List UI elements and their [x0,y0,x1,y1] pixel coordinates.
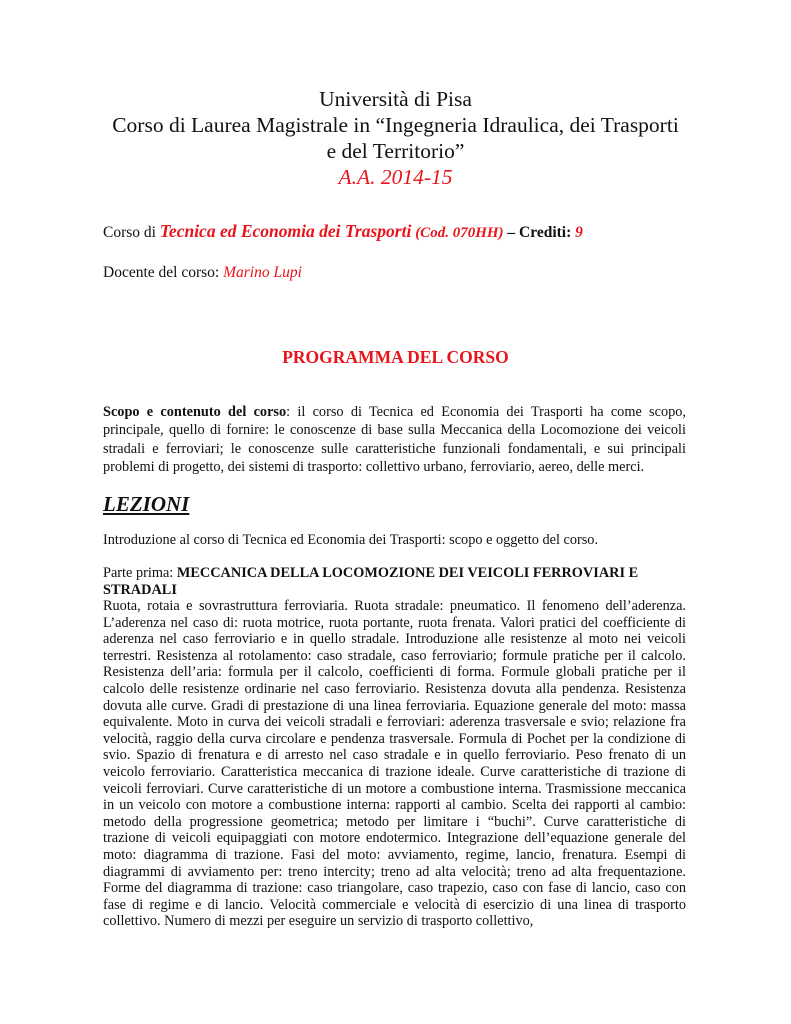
course-code: (Cod. 070HH) [415,225,504,241]
part-one-title: MECCANICA DELLA LOCOMOZIONE DEI VEICOLI FERROVIARI E STRADALI [103,565,639,598]
course-dash: – [503,224,520,241]
part-one-body: Ruota, rotaia e sovrastruttura ferroviaria. Ruota stradale: pneumatico. Il fenomeno dell’aderenza. L’aderenza nel caso di: ruota motrice, ruota portante, ruota frenata. Valori pratici del coefficiente di aderenza nel caso ferroviario e in quello stradale. Introduzione alle resistenze al moto nei veicoli terrestri. Resistenza al rotolamento: caso stradale, caso ferroviario; formule pratiche per il calcolo. Resistenza dell’aria: formula per il calcolo, coefficienti di forma. Formule globali pratiche per il calcolo delle resistenze ordinarie nel caso ferroviario. Resistenza dovuta alla pendenza. Resistenza dovuta alle curve. Gradi di prestazione di una linea ferroviaria. Equazione generale del moto: massa equivalente. Moto in curva dei veicoli stradali e ferroviari: aderenza trasversale e svio; relazione fra velocità, raggio della curva circolare e pendenza trasversale. Formula di Pochet per la condizione di svio. Spazio di frenatura e di arresto nel caso stradale e in quello ferroviario. Peso frenato di un veicolo ferroviario. Caratteristica meccanica di trazione ideale. Curve caratteristiche di trazione di veicoli ferroviari. Curve caratteristiche di un motore a combustione interna. Trasmissione meccanica in un veicolo con motore a combustione interna: rapporti al cambio. Scelta dei rapporti al cambio: metodo della progressione geometrica; metodo per limitare i “buchi”. Curve caratteristiche di trazione di veicoli equipaggiati con motore endotermico. Integrazione dell’equazione generale del moto: diagramma di trazione. Fasi del moto: avviamento, regime, lancio, frenatura. Esempi di diagrammi di avviamento per: treno intercity; treno ad alta velocità; treno ad alta frequentazione. Forme del diagramma di trazione: caso triangolare, caso trapezio, caso con fase di lancio, caso con fase di regime e di lancio. Velocità commerciale e velocità di esercizio di una linea di trasporto collettivo. Numero di mezzi per eseguire un servizio di trasporto collettivo, [103,598,686,930]
scope-text: : il corso di Tecnica ed Economia dei Trasporti ha come scopo, principale, quello di fornire: le conoscenze di base sulla Meccanica della Locomozione dei veicoli stradali e ferroviari; le conoscenze sulle caratteristiche funzionali fondamentali, e sui principali problemi di progetto, dei sistemi di trasporto: collettivo urbano, ferroviario, aereo, delle merci. [103,404,686,476]
intro-paragraph: Introduzione al corso di Tecnica ed Economia dei Trasporti: scopo e oggetto del corso. [103,532,599,548]
course-name: Tecnica ed Economia dei Trasporti [159,221,412,241]
teacher-name: Marino Lupi [223,264,302,281]
academic-year: A.A. 2014-15 [338,165,453,189]
document-header [60,86,731,190]
credits-label: Crediti: [519,224,572,241]
university-name: Università di Pisa [319,87,472,111]
credits-value: 9 [575,224,583,241]
course-prefix: Corso di [103,224,160,241]
part-one-prefix: Parte prima: [103,565,177,581]
teacher-label: Docente del corso: [103,264,224,281]
program-title: PROGRAMMA DEL CORSO [282,347,509,367]
lessons-heading: LEZIONI [103,492,190,516]
teacher-line [103,264,302,282]
scope-label: Scopo e contenuto del corso [103,404,287,420]
degree-title-line2: e del Territorio” [326,139,465,163]
part-one-heading [103,565,686,598]
degree-title-line1: Corso di Laurea Magistrale in “Ingegneria Idraulica, dei Trasporti [112,113,679,137]
scope-paragraph [103,403,686,477]
course-line [103,221,583,242]
